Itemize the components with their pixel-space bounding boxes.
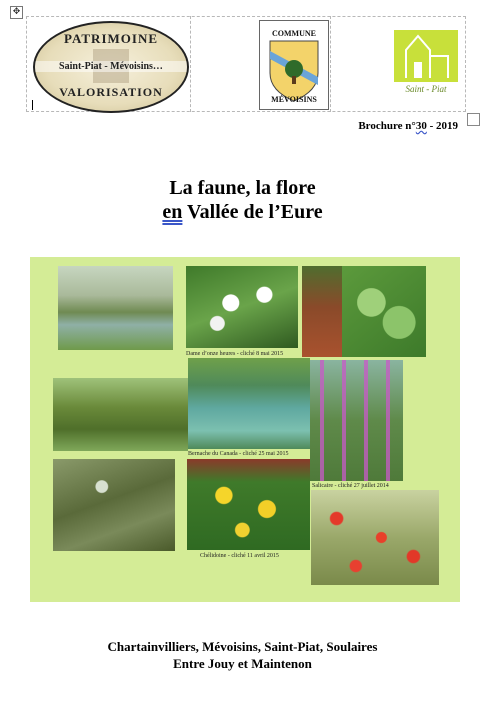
mevoisins-coat-of-arms-logo	[259, 20, 329, 110]
title-word-en: en	[162, 201, 183, 223]
green-leaves-photo	[342, 266, 426, 357]
underwater-photo	[53, 459, 175, 551]
page-title	[0, 176, 485, 224]
brochure-number	[300, 120, 458, 132]
caption-dame-onze-heures: Dame d’onze heures - cliché 8 mai 2015	[186, 351, 284, 357]
greater-celandine-photo	[187, 459, 310, 550]
star-of-bethlehem-photo	[186, 266, 298, 348]
brochure-suffix: - 2019	[426, 120, 458, 132]
canada-goose-river-photo	[188, 358, 310, 449]
header-table-divider	[190, 16, 191, 112]
purple-loosestrife-photo	[310, 360, 403, 481]
logo-text-bottom: MÉVOISINS	[271, 95, 317, 104]
title-line-2-rest: Vallée de l’Eure	[182, 201, 323, 223]
footer-location: Entre Jouy et Maintenon	[173, 656, 312, 671]
forest-floor-photo	[302, 266, 342, 357]
willow-trees-photo	[53, 378, 188, 451]
photo-collage	[30, 257, 460, 602]
title-line-1: La faune, la flore	[169, 177, 316, 199]
logo-text-top: COMMUNE	[272, 29, 316, 38]
river-meadow-photo	[58, 266, 173, 350]
poppies-photo	[311, 490, 439, 585]
footer-communes: Chartainvilliers, Mévoisins, Saint-Piat, Soulaires	[107, 639, 378, 654]
header-table-divider	[330, 16, 331, 112]
text-cursor	[32, 100, 33, 110]
caption-bernache-canada: Bernache du Canada - cliché 25 mai 2015	[188, 451, 289, 457]
title-line-2	[0, 200, 485, 224]
logo-text-top: PATRIMOINE	[63, 31, 159, 46]
logo-text-bottom: VALORISATION	[59, 85, 163, 99]
footer	[0, 638, 485, 672]
logo-text-middle: Saint-Piat - Mévoisins…	[35, 61, 187, 72]
caption-salicaire: Salicaire - cliché 27 juillet 2014	[312, 483, 389, 489]
table-resize-handle[interactable]	[467, 113, 480, 126]
patrimoine-logo	[33, 21, 189, 113]
brochure-num: 30	[415, 120, 427, 132]
caption-chelidoine: Chélidoine - cliché 11 avril 2015	[200, 553, 279, 559]
brochure-prefix: Brochure n°	[358, 120, 416, 132]
logo-label: Saint - Piat	[405, 84, 447, 94]
saint-piat-logo	[392, 26, 460, 96]
table-move-handle[interactable]: ✥	[10, 6, 23, 19]
